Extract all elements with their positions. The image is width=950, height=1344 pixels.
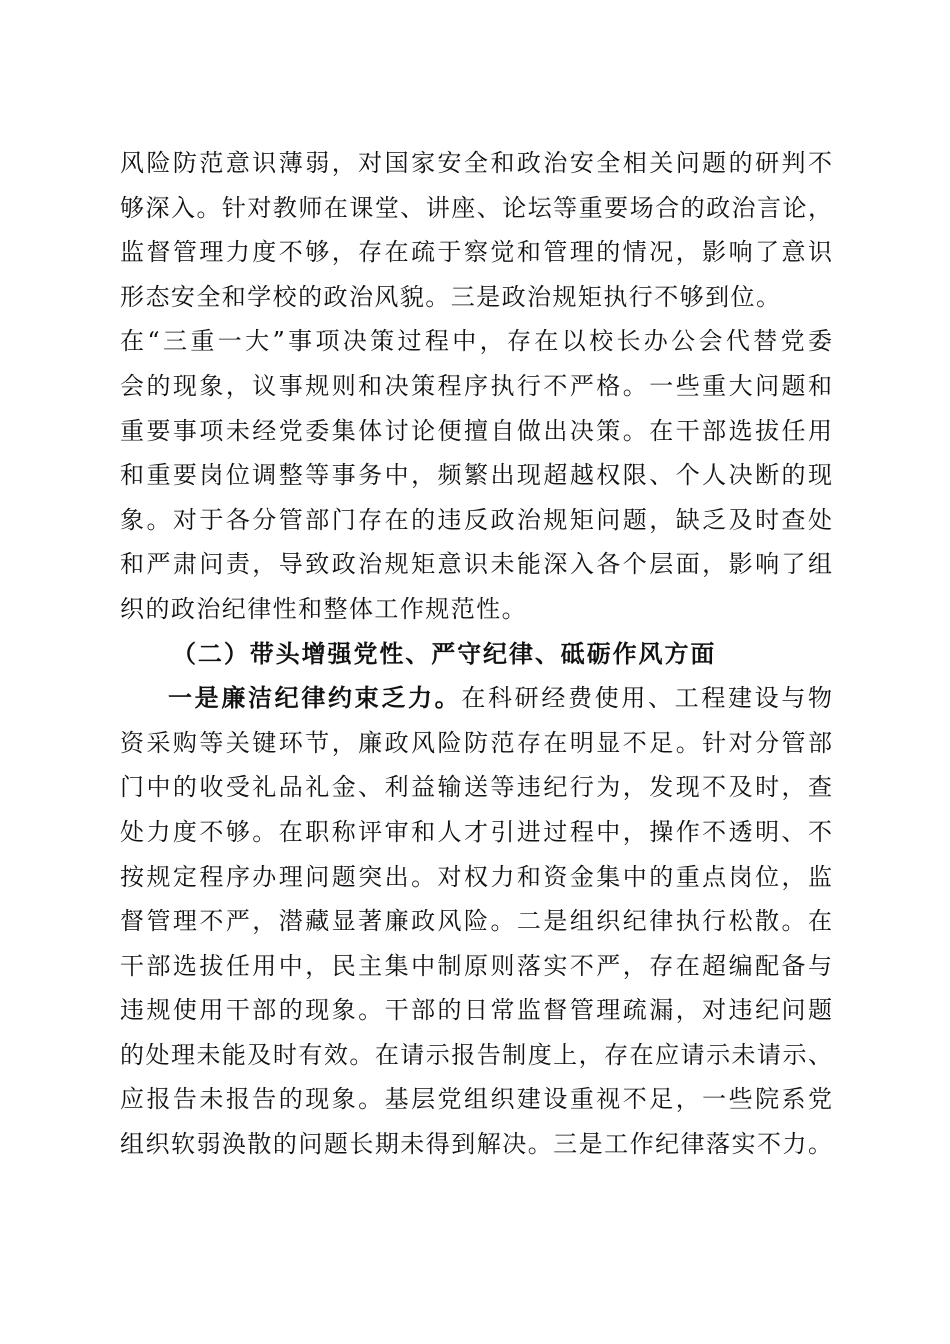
paragraph-line: 够深入。针对教师在课堂、讲座、论坛等重要场合的政治言论，: [120, 193, 832, 222]
paragraph-line: 督管理不严，潜藏显著廉政风险。二是组织纪律执行松散。在: [120, 907, 832, 936]
paragraph-line: 象。对于各分管部门存在的违反政治规矩问题，缺乏及时查处: [120, 505, 832, 534]
paragraph-lead-rest: 在科研经费使用、工程建设与物: [461, 684, 833, 713]
paragraph-line: 门中的收受礼品礼金、利益输送等违纪行为，发现不及时，查: [120, 773, 832, 802]
paragraph-lead-phrase: 一是廉洁纪律约束乏力。: [168, 683, 462, 713]
paragraph-line: 违规使用干部的现象。干部的日常监督管理疏漏，对违纪问题: [120, 996, 832, 1025]
paragraph-line: 形态安全和学校的政治风貌。三是政治规矩执行不够到位。: [120, 282, 782, 311]
paragraph-line: 监督管理力度不够，存在疏于察觉和管理的情况，影响了意识: [120, 238, 832, 267]
paragraph-line: 会的现象，议事规则和决策程序执行不严格。一些重大问题和: [120, 371, 832, 400]
paragraph-line: 在“三重一大”事项决策过程中，存在以校长办公会代替党委: [120, 327, 832, 356]
paragraph-line: 按规定程序办理问题突出。对权力和资金集中的重点岗位，监: [120, 862, 832, 891]
paragraph-line: 和严肃问责，导致政治规矩意识未能深入各个层面，影响了组: [120, 550, 832, 579]
paragraph-line: 资采购等关键环节，廉政风险防范存在明显不足。针对分管部: [120, 728, 832, 757]
paragraph-line: 风险防范意识薄弱，对国家安全和政治安全相关问题的研判不: [120, 149, 832, 177]
paragraph-line: 的处理未能及时有效。在请示报告制度上，存在应请示未请示、: [120, 1040, 832, 1069]
paragraph-line: 和重要岗位调整等事务中，频繁出现超越权限、个人决断的现: [120, 461, 832, 490]
paragraph-line: 组织软弱涣散的问题长期未得到解决。三是工作纪律落实不力。: [120, 1130, 832, 1159]
paragraph-line: 干部选拔任用中，民主集中制原则落实不严，存在超编配备与: [120, 951, 832, 980]
paragraph-line: 织的政治纪律性和整体工作规范性。: [120, 594, 528, 623]
paragraph-line: 重要事项未经党委集体讨论便擅自做出决策。在干部选拔任用: [120, 416, 832, 445]
paragraph-line: 应报告未报告的现象。基层党组织建设重视不足，一些院系党: [120, 1085, 832, 1114]
document-body: [120, 141, 832, 1167]
paragraph-line: 处力度不够。在职称评审和人才引进过程中，操作不透明、不: [120, 817, 832, 846]
paragraph-first-line: [120, 676, 832, 721]
section-heading: （二）带头增强党性、严守纪律、砥砺作风方面: [172, 638, 717, 668]
